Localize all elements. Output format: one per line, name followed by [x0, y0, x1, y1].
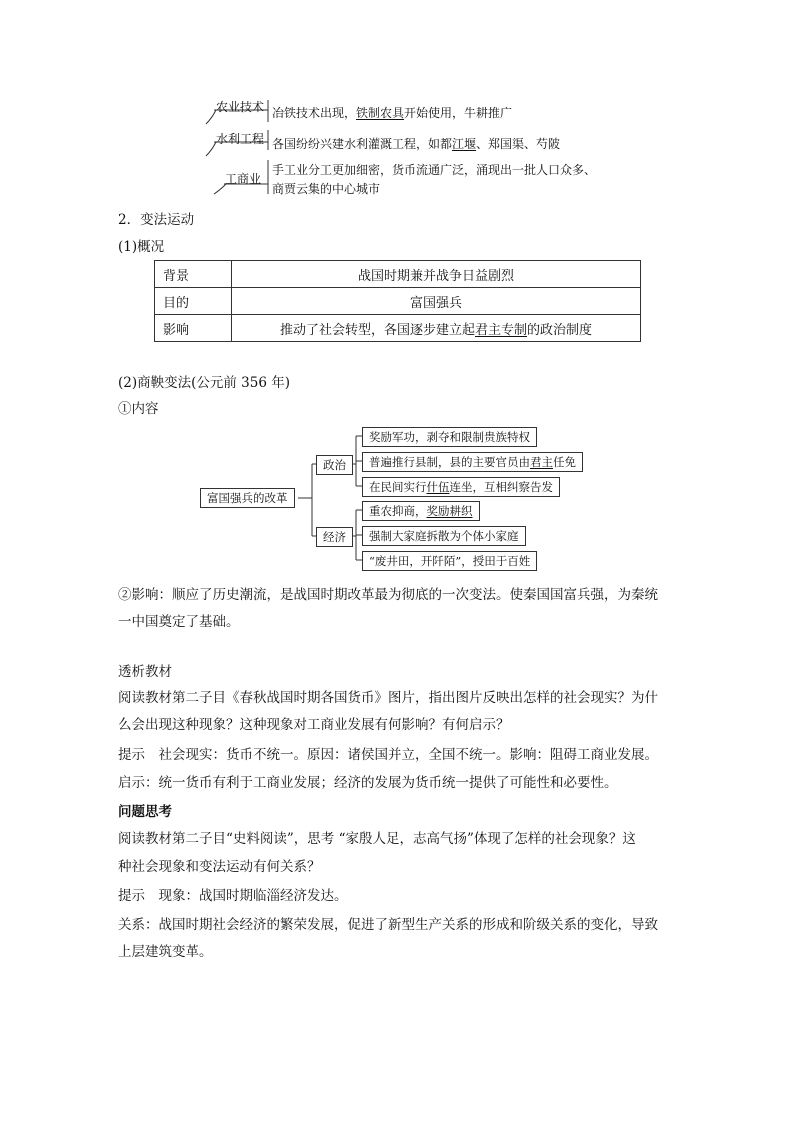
politics-item: 在民间实行什伍连坐，互相纠察告发: [362, 477, 560, 497]
textbook-answer: 提示 社会现实：货币不统一。原因：诸侯国并立，全国不统一。影响：阻碍工商业发展。: [118, 747, 658, 763]
reform-map-politics: 政治: [316, 455, 353, 475]
table-value: 战国时期兼并战争日益剧烈: [232, 261, 641, 288]
content-label: ①内容: [118, 401, 159, 417]
diagram-text-commerce-line2: 商贾云集的中心城市: [272, 182, 381, 196]
table-value: 富国强兵: [232, 288, 641, 315]
reform-map-root: 富国强兵的改革: [200, 488, 295, 508]
table-value: 推动了社会转型，各国逐步建立起君主专制的政治制度: [232, 315, 641, 342]
diagram-text-agriculture: 冶铁技术出现，铁制农具开始使用，牛耕推广: [272, 106, 513, 120]
table-row: [155, 261, 641, 288]
economy-item: 强制大家庭拆散为个体小家庭: [362, 526, 526, 546]
textbook-heading: 透析教材: [118, 664, 172, 680]
diagram-label-water: 水利工程: [216, 132, 265, 146]
table-key: 目的: [155, 288, 232, 315]
politics-item: 奖励军功，剥夺和限制贵族特权: [362, 427, 537, 447]
overview-table: [154, 260, 641, 342]
question-heading: 问题思考: [118, 804, 172, 820]
overview-heading: (1)概况: [118, 239, 165, 255]
question-text: 种社会现象和变法运动有何关系？: [118, 859, 321, 875]
economy-item: “废井田，开阡陌”，授田于百姓: [362, 551, 537, 571]
table-row: [155, 288, 641, 315]
textbook-answer: 启示：统一货币有利于工商业发展；经济的发展为货币统一提供了可能性和必要性。: [118, 775, 618, 791]
diagram-label-commerce: 工商业: [225, 172, 262, 186]
reform-map-connectors: [290, 420, 370, 570]
section-heading: 2．变法运动: [118, 212, 195, 228]
table-key: 背景: [155, 261, 232, 288]
textbook-question: 阅读教材第二子目《春秋战国时期各国货币》图片，指出图片反映出怎样的社会现实？为什: [118, 690, 658, 706]
question-answer: 提示 现象：战国时期临淄经济发达。: [118, 888, 348, 904]
table-row: [155, 315, 641, 342]
reform-map-economy: 经济: [316, 527, 353, 547]
textbook-question: 么会出现这种现象？这种现象对工商业发展有何影响？有何启示？: [118, 717, 510, 733]
impact-line: ②影响：顺应了历史潮流，是战国时期改革最为彻底的一次变法。使秦国国富兵强，为秦统: [118, 587, 658, 603]
diagram-text-water: 各国纷纷兴建水利灌溉工程，如都江堰、郑国渠、芍陂: [272, 137, 561, 151]
diagram-text-commerce-line1: 手工业分工更加细密，货币流通广泛，涌现出一批人口众多、: [272, 163, 597, 177]
question-answer: 上层建筑变革。: [118, 944, 213, 960]
table-key: 影响: [155, 315, 232, 342]
economy-item: 重农抑商，奖励耕织: [362, 501, 480, 521]
question-answer: 关系：战国时期社会经济的繁荣发展，促进了新型生产关系的形成和阶级关系的变化，导致: [118, 917, 658, 933]
politics-item: 普遍推行县制，县的主要官员由君主任免: [362, 452, 583, 472]
shang-yang-heading: (2)商鞅变法(公元前 356 年): [118, 375, 291, 391]
diagram-label-agriculture: 农业技术: [216, 100, 265, 114]
impact-line: 一中国奠定了基础。: [118, 614, 240, 630]
question-text: 阅读教材第二子目“史料阅读”，思考 “家殷人足，志高气扬”体现了怎样的社会现象？这: [118, 831, 636, 847]
